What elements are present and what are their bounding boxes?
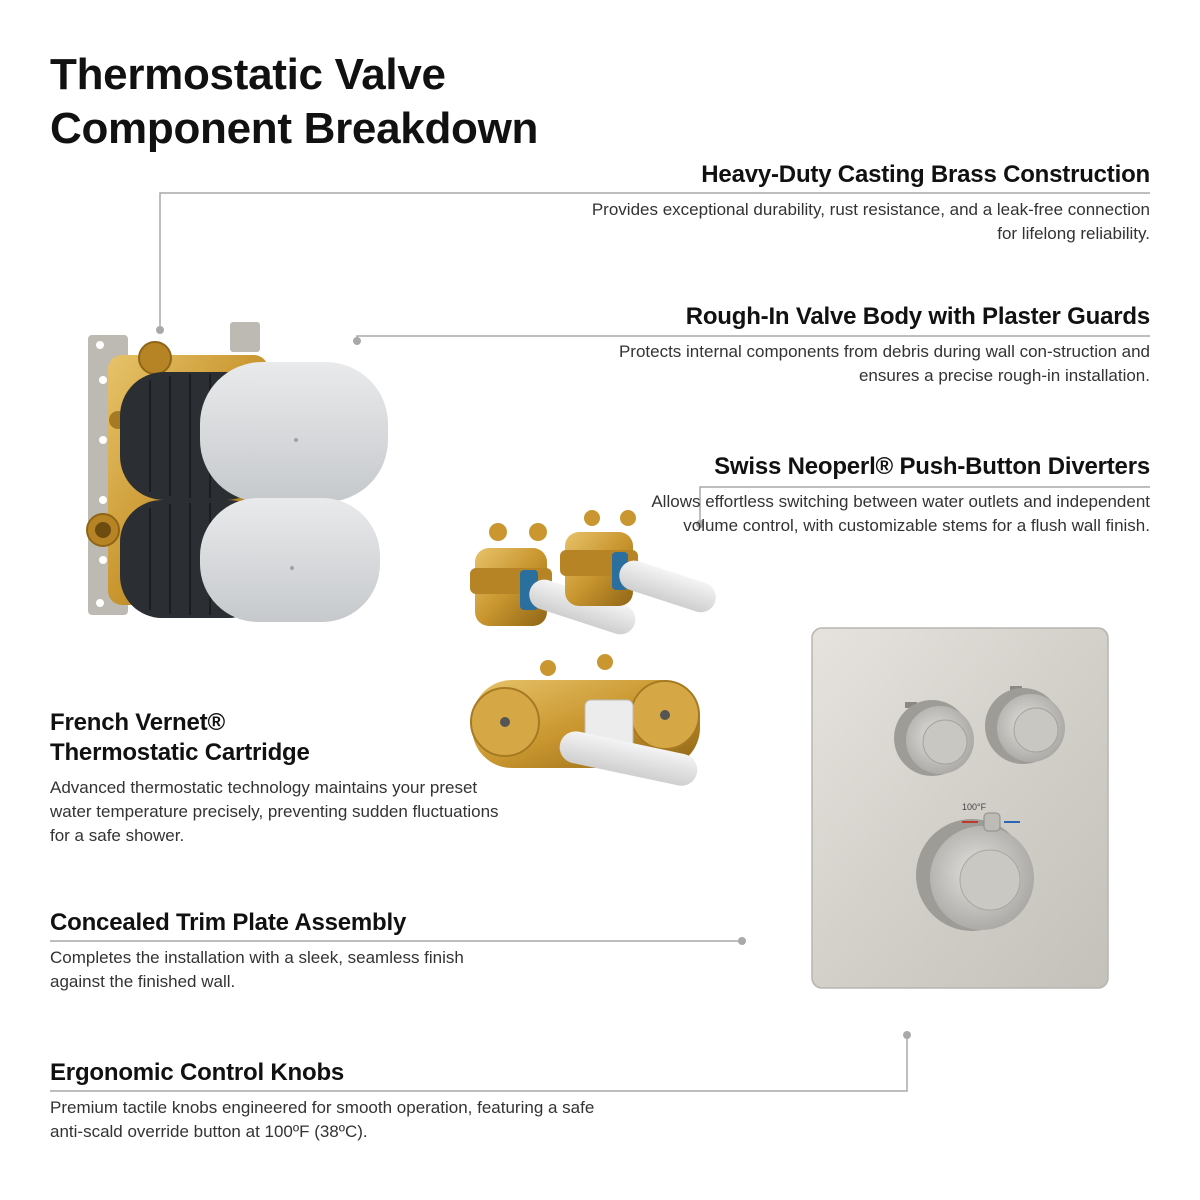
plaster-guard-upper-cap [200,362,388,502]
plaster-guard-lower-cap [200,498,380,622]
callout-heading: Ergonomic Control Knobs [50,1059,345,1086]
title-line-1: Thermostatic Valve [50,50,446,99]
rough-in-valve-body [87,322,388,622]
callout-heading-line-1: French Vernet® [50,709,225,736]
callout-description: Protects internal components from debris during wall con-struction and ensures a precise rough-in installation. [618,342,1150,385]
callout-rough-in-body [590,302,1150,388]
callout-heading: Heavy-Duty Casting Brass Construction [701,161,1150,188]
callout-description: Allows effortless switching between water outlets and independent volume control, with customizable stems for a flush wall finish. [651,492,1150,535]
callout-heading-line-2: Thermostatic Cartridge [50,739,310,766]
callout-thermostatic-cartridge [50,708,510,848]
callout-description: Provides exceptional durability, rust resistance, and a leak-free connection for lifelong reliability. [591,200,1150,243]
callout-heading [50,708,510,768]
trim-plate [812,628,1108,988]
callout-description: Premium tactile knobs engineered for smooth operation, featuring a safe anti-scald override button at 100ºF (38ºC). [50,1098,595,1141]
title-line-2: Component Breakdown [50,104,539,153]
trim-plate-assembly [812,628,1108,988]
callout-control-knobs [50,1058,610,1144]
callout-description: Advanced thermostatic technology maintains your preset water temperature precisely, preventing sudden fluctuations for a safe shower. [50,778,499,845]
temp-marking: 100°F [962,802,987,812]
anti-scald-button [984,813,1000,831]
callout-trim-plate [50,908,510,994]
callout-heading: Concealed Trim Plate Assembly [50,909,407,936]
callout-heading: Rough-In Valve Body with Plaster Guards [685,303,1150,330]
callout-push-button-diverters [630,452,1150,538]
callout-description: Completes the installation with a sleek, seamless finish against the finished wall. [50,948,464,991]
callout-heading: Swiss Neoperl® Push-Button Diverters [714,453,1150,480]
inlet-port-top [139,342,171,374]
callout-brass-construction [590,160,1150,246]
